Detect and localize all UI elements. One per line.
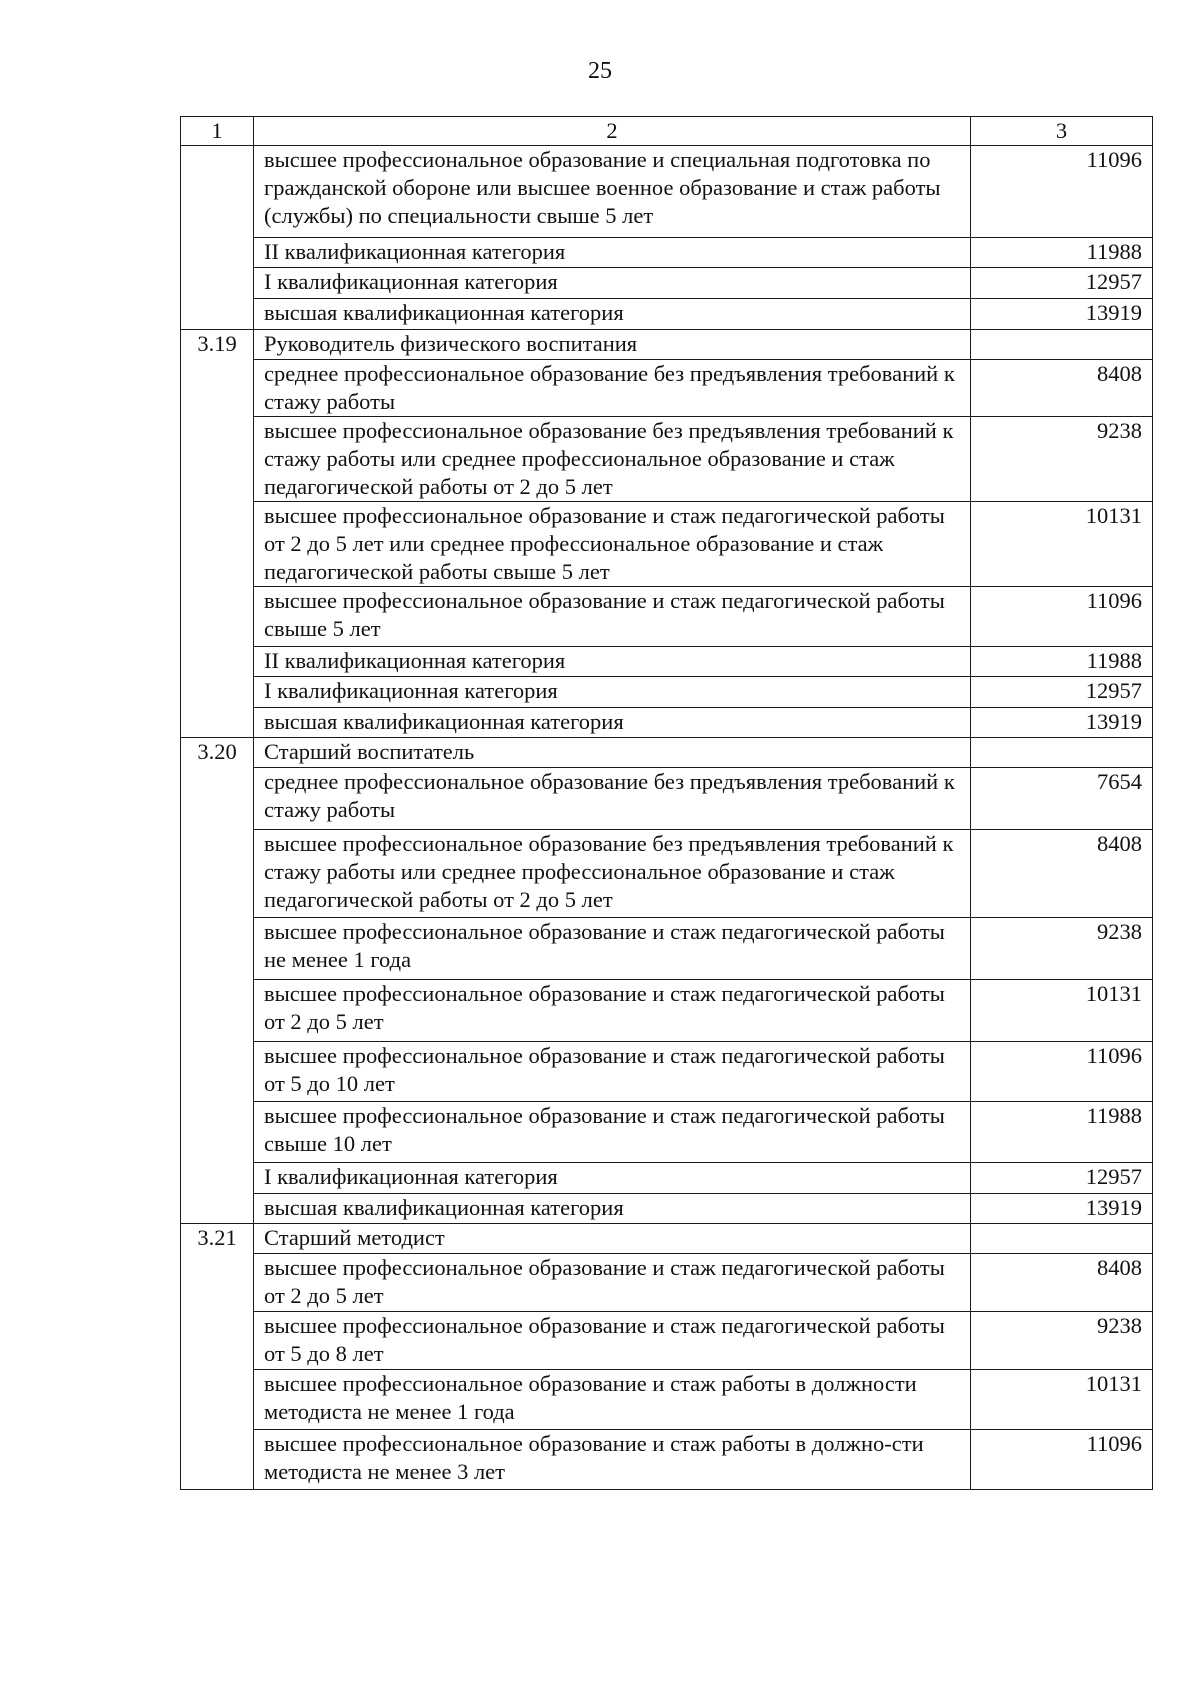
requirement-text: высшая квалификационная категория [254, 708, 971, 738]
table-row [181, 417, 1153, 502]
section-title-value [971, 1224, 1153, 1254]
salary-value: 13919 [971, 299, 1153, 330]
requirement-text: высшее профессиональное образование и стаж педагогической работы свыше 10 лет [254, 1102, 971, 1163]
header-col-1: 1 [181, 117, 254, 146]
salary-value: 11096 [971, 146, 1153, 238]
section-title-row [181, 1224, 1153, 1254]
salary-value: 12957 [971, 677, 1153, 708]
salary-value: 12957 [971, 268, 1153, 299]
requirement-text: I квалификационная категория [254, 677, 971, 708]
requirement-text: среднее профессиональное образование без предъявления требований к стажу работы [254, 360, 971, 417]
table-row [181, 708, 1153, 738]
salary-value: 8408 [971, 830, 1153, 918]
salary-value: 8408 [971, 1254, 1153, 1312]
table-row [181, 830, 1153, 918]
table-row [181, 918, 1153, 980]
table-row [181, 1042, 1153, 1102]
salary-value: 13919 [971, 708, 1153, 738]
table-row [181, 1102, 1153, 1163]
table-row [181, 647, 1153, 677]
salary-value: 11096 [971, 1430, 1153, 1490]
table-row [181, 299, 1153, 330]
requirement-text: II квалификационная категория [254, 647, 971, 677]
table-row [181, 1370, 1153, 1430]
requirement-text: высшая квалификационная категория [254, 299, 971, 330]
header-col-2: 2 [254, 117, 971, 146]
section-title-row [181, 738, 1153, 768]
section-title: Руководитель физического воспитания [254, 330, 971, 360]
salary-value: 11988 [971, 1102, 1153, 1163]
requirement-text: высшее профессиональное образование без предъявления требований к стажу работы или среднее профессиональное образование и стаж педагогической работы от 2 до 5 лет [254, 830, 971, 918]
table-row [181, 1312, 1153, 1370]
salary-table-body [181, 117, 1153, 1490]
section-number: 3.20 [181, 738, 254, 1224]
table-row [181, 587, 1153, 647]
section-title-row [181, 330, 1153, 360]
requirement-text: I квалификационная категория [254, 1163, 971, 1194]
requirement-text: высшее профессиональное образование и стаж педагогической работы от 2 до 5 лет [254, 1254, 971, 1312]
requirement-text: среднее профессиональное образование без предъявления требований к стажу работы [254, 768, 971, 830]
table-row [181, 146, 1153, 238]
table-row [181, 677, 1153, 708]
salary-value: 13919 [971, 1194, 1153, 1224]
salary-value: 9238 [971, 1312, 1153, 1370]
requirement-text: высшее профессиональное образование и специальная подготовка по гражданской обороне или высшее военное образование и стаж работы (службы) по специальности свыше 5 лет [254, 146, 971, 238]
table-row [181, 238, 1153, 268]
header-col-3: 3 [971, 117, 1153, 146]
table-row [181, 268, 1153, 299]
table-row [181, 768, 1153, 830]
requirement-text: I квалификационная категория [254, 268, 971, 299]
table-row [181, 502, 1153, 587]
table-header-row [181, 117, 1153, 146]
table-row [181, 1430, 1153, 1490]
requirement-text: высшее профессиональное образование без предъявления требований к стажу работы или среднее профессиональное образование и стаж педагогической работы от 2 до 5 лет [254, 417, 971, 502]
salary-value: 10131 [971, 980, 1153, 1042]
requirement-text: высшее профессиональное образование и стаж педагогической работы свыше 5 лет [254, 587, 971, 647]
requirement-text: высшее профессиональное образование и стаж педагогической работы от 5 до 10 лет [254, 1042, 971, 1102]
salary-value: 11096 [971, 1042, 1153, 1102]
requirement-text: высшее профессиональное образование и стаж педагогической работы от 2 до 5 лет или среднее профессиональное образование и стаж педагогической работы свыше 5 лет [254, 502, 971, 587]
salary-value: 7654 [971, 768, 1153, 830]
salary-value: 9238 [971, 918, 1153, 980]
section-title-value [971, 738, 1153, 768]
requirement-text: высшее профессиональное образование и стаж педагогической работы не менее 1 года [254, 918, 971, 980]
table-row [181, 360, 1153, 417]
section-number: 3.21 [181, 1224, 254, 1490]
section-number [181, 146, 254, 330]
page-number: 25 [588, 58, 612, 84]
section-title: Старший методист [254, 1224, 971, 1254]
salary-value: 8408 [971, 360, 1153, 417]
salary-value: 11096 [971, 587, 1153, 647]
requirement-text: II квалификационная категория [254, 238, 971, 268]
salary-value: 11988 [971, 647, 1153, 677]
salary-value: 9238 [971, 417, 1153, 502]
table-row [181, 1194, 1153, 1224]
table-row [181, 1254, 1153, 1312]
table-row [181, 980, 1153, 1042]
section-title-value [971, 330, 1153, 360]
requirement-text: высшая квалификационная категория [254, 1194, 971, 1224]
salary-table [180, 116, 1153, 1490]
salary-value: 10131 [971, 1370, 1153, 1430]
salary-value: 10131 [971, 502, 1153, 587]
table-row [181, 1163, 1153, 1194]
section-title: Старший воспитатель [254, 738, 971, 768]
requirement-text: высшее профессиональное образование и стаж педагогической работы от 5 до 8 лет [254, 1312, 971, 1370]
salary-value: 12957 [971, 1163, 1153, 1194]
requirement-text: высшее профессиональное образование и стаж работы в должно-сти методиста не менее 3 лет [254, 1430, 971, 1490]
requirement-text: высшее профессиональное образование и стаж педагогической работы от 2 до 5 лет [254, 980, 971, 1042]
salary-value: 11988 [971, 238, 1153, 268]
requirement-text: высшее профессиональное образование и стаж работы в должности методиста не менее 1 года [254, 1370, 971, 1430]
section-number: 3.19 [181, 330, 254, 738]
